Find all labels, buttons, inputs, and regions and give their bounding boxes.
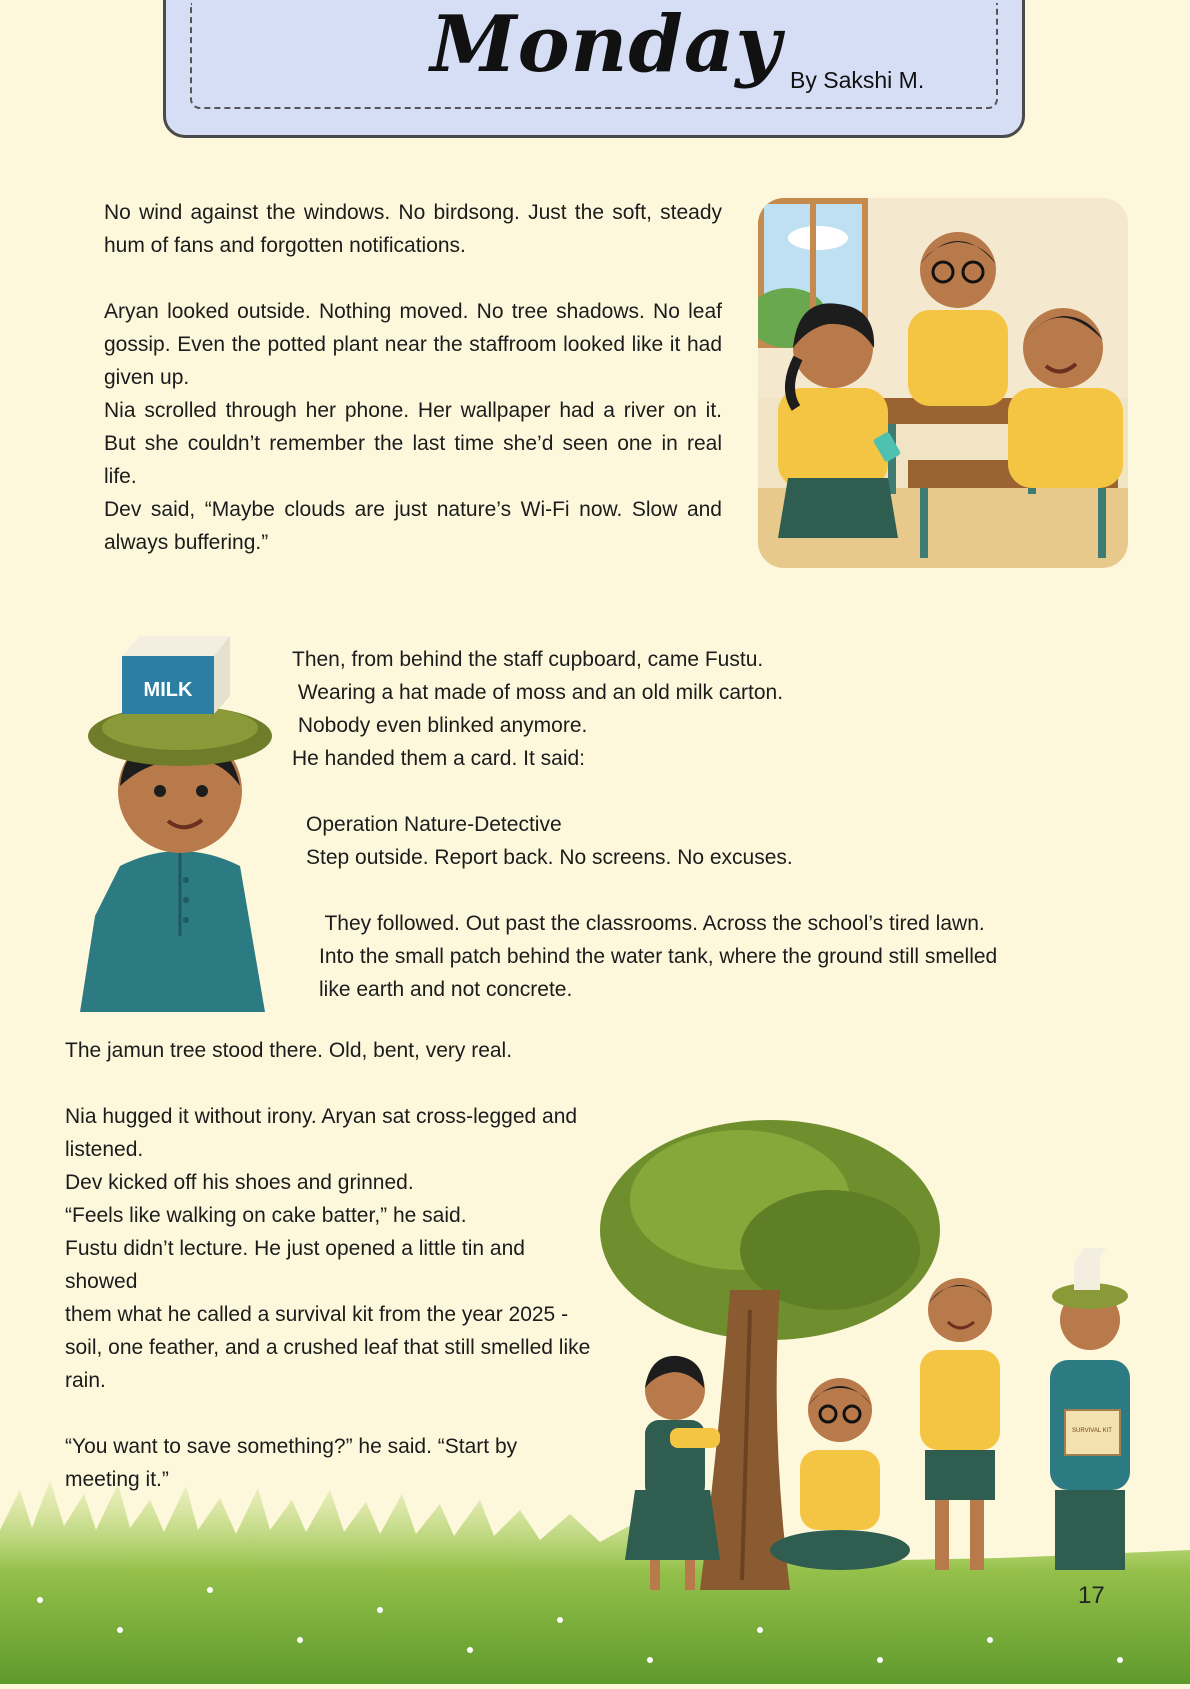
story-section-2 [292,643,1032,1006]
line: Nia hugged it without irony. Aryan sat cross-legged and [65,1105,578,1128]
story-section-1 [104,196,722,559]
paragraph: Aryan looked outside. Nothing moved. No tree shadows. No leaf gossip. Even the potted plant near the staffroom looked like it had given up. [104,300,722,389]
line: soil, one feather, and a crushed leaf that still smelled like [65,1336,591,1359]
classroom-illustration [758,198,1128,568]
line: rain. [65,1369,106,1392]
line: showed [65,1270,138,1293]
story-section-3 [65,1034,665,1496]
line: Wearing a hat made of moss and an old milk carton. [292,681,784,704]
line: He handed them a card. It said: [292,747,586,770]
line: Nobody even blinked anymore. [292,714,588,737]
line: The jamun tree stood there. Old, bent, very real. [65,1039,513,1062]
paragraph: No wind against the windows. No birdsong. Just the soft, steady hum of fans and forgotten notifications. [104,201,722,257]
line: They followed. Out past the classrooms. Across the school’s tired lawn. [319,912,985,935]
paragraph: Dev said, “Maybe clouds are just nature’s Wi-Fi now. Slow and always buffering.” [104,498,722,554]
page-title: Monday [430,0,782,90]
tree-illustration [590,1110,1190,1610]
byline: By Sakshi M. [790,67,925,93]
line: “Feels like walking on cake batter,” he said. [65,1204,467,1227]
line: “You want to save something?” he said. “Start by [65,1435,518,1458]
header-banner [163,0,1025,138]
paragraph: Nia scrolled through her phone. Her wallpaper had a river on it. But she couldn’t remember the last time she’d seen one in real life. [104,399,722,488]
line: like earth and not concrete. [319,978,573,1001]
fustu-illustration [80,636,280,1012]
line: them what he called a survival kit from the year 2025 - [65,1303,569,1326]
card-line: Operation Nature-Detective [306,813,562,836]
card-line: Step outside. Report back. No screens. No excuses. [306,846,793,869]
line: listened. [65,1138,144,1161]
line: Fustu didn’t lecture. He just opened a little tin and [65,1237,525,1260]
milk-carton-label: MILK [143,679,193,701]
line: Then, from behind the staff cupboard, came Fustu. [292,648,764,671]
detective-card [292,808,1032,874]
survival-kit-label: SURVIVAL KIT [1072,1428,1112,1434]
page-number: 17 [1078,1582,1105,1609]
line: Into the small patch behind the water tank, where the ground still smelled [319,945,998,968]
line: Dev kicked off his shoes and grinned. [65,1171,414,1194]
line: meeting it.” [65,1468,169,1491]
